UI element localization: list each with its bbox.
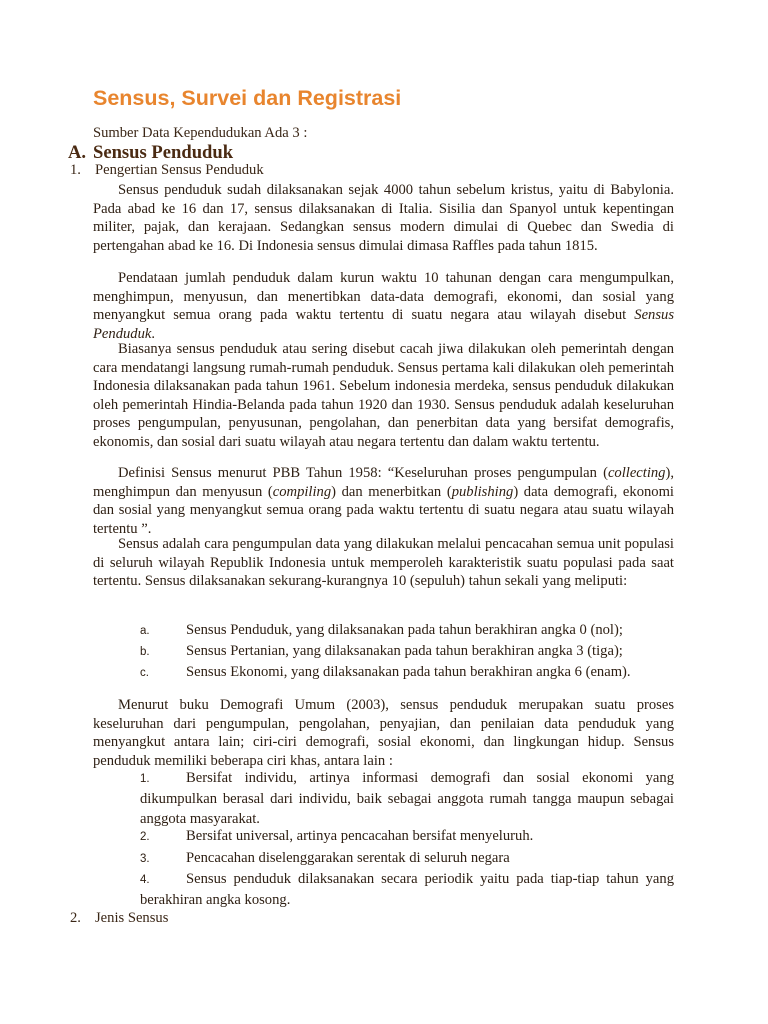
paragraph-definisi-pbb — [93, 464, 674, 538]
list-text: Sensus Ekonomi, yang dilaksanakan pada tahun berakhiran angka 6 (enam). — [186, 664, 631, 680]
list-text: Sensus Pertanian, yang dilaksanakan pada tahun berakhiran angka 3 (tiga); — [186, 643, 623, 659]
list-text: Sensus Penduduk, yang dilaksanakan pada tahun berakhiran angka 0 (nol); — [186, 622, 623, 638]
list-item — [140, 848, 674, 869]
list-item — [140, 641, 674, 662]
paragraph-text: Definisi Sensus menurut PBB Tahun 1958: “Keseluruhan proses pengumpulan ( — [118, 465, 608, 481]
section-heading-a — [68, 142, 233, 164]
paragraph-text: ), menghimpun dan menyusun ( — [93, 465, 674, 500]
paragraph-history: Sensus penduduk sudah dilaksanakan sejak 4000 tahun sebelum kristus, yaitu di Babylonia. Pada abad ke 16 dan 17, sensus dilaksanakan di Italia. Sisilia dan Spanyol untuk kepentingan militer, pajak, dan kerajaan. Sedangkan sensus modern dimulai di Quebec dan Swedia di pertengahan abad ke 16. Di Indonesia sensus dimulai dimasa Raffles pada tahun 1815. — [93, 182, 674, 254]
list-text: Sensus penduduk dilaksanakan secara periodik yaitu pada tiap-tiap tahun yang berakhiran angka kosong. — [140, 871, 674, 908]
numbered-heading-label: Pengertian Sensus Penduduk — [95, 162, 264, 178]
paragraph-sensus-adalah: Sensus adalah cara pengumpulan data yang dilakukan melalui pencacahan semua unit populasi di seluruh wilayah Republik Indonesia untuk memperoleh karakteristik suatu populasi pada saat tertentu. Sensus dilaksanakan sekurang-kurangnya 10 (sepuluh) tahun sekali yang meliputi: — [93, 536, 674, 589]
list-marker: 4. — [140, 874, 150, 886]
list-item — [140, 768, 674, 829]
emphasis-text: compiling — [272, 483, 332, 500]
list-item — [140, 869, 674, 910]
paragraph-text: ) dan menerbitkan ( — [331, 483, 452, 500]
paragraph-text: ) data demografi, ekonomi dan sosial yang menyangkut semua orang pada waktu tertentu di suatu negara atau suatu wilayah tertentu ”. — [93, 483, 674, 537]
numbered-heading-2 — [70, 910, 168, 927]
paragraph-text: Pendataan jumlah penduduk dalam kurun waktu 10 tahunan dengan cara mengumpulkan, menghimpun, menyusun, dan menertibkan data-data demografi, ekonomi, dan sosial yang menyangkut semua orang pada waktu tertentu di suatu negara atau wilayah disebut — [93, 270, 674, 323]
list-marker: 2. — [140, 831, 150, 843]
paragraph-text: . — [151, 325, 156, 342]
numbered-heading-1 — [70, 162, 264, 179]
emphasis-text: publishing — [451, 483, 514, 500]
numbered-heading-label: Jenis Sensus — [95, 910, 169, 926]
list-text: Bersifat universal, artinya pencacahan bersifat menyeluruh. — [186, 828, 534, 844]
list-item — [140, 826, 674, 847]
page-title: Sensus, Survei dan Registrasi — [93, 86, 402, 110]
paragraph-demografi-umum: Menurut buku Demografi Umum (2003), sensus penduduk merupakan suatu proses keseluruhan dari pengumpulan, pengolahan, penyajian, dan penilaian data penduduk yang menyangkut antara lain; ciri-ciri demografi, sosial ekonomi, dan lingkungan hidup. Sensus penduduk memiliki beberapa ciri khas, antara lain : — [93, 697, 674, 769]
section-label: Sensus Penduduk — [93, 142, 234, 163]
source-line: Sumber Data Kependudukan Ada 3 : — [93, 125, 308, 141]
list-marker: 3. — [140, 853, 150, 865]
numbered-heading-marker: 2. — [70, 910, 81, 926]
paragraph-pendataan — [93, 269, 674, 343]
list-marker: c. — [140, 667, 149, 679]
list-marker: 1. — [140, 773, 150, 785]
emphasis-text: Sensus Penduduk — [93, 307, 674, 342]
list-marker: a. — [140, 625, 150, 637]
section-marker: A. — [68, 142, 87, 163]
list-marker: b. — [140, 646, 150, 658]
list-item — [140, 620, 674, 641]
list-text: Bersifat individu, artinya informasi demografi dan sosial ekonomi yang dikumpulkan berasal dari individu, baik sebagai anggota rumah tangga maupun sebagai anggota masyarakat. — [140, 770, 674, 827]
paragraph-cacah-jiwa: Biasanya sensus penduduk atau sering disebut cacah jiwa dilakukan oleh pemerintah dengan cara mendatangi langsung rumah-rumah penduduk. Sensus pertama kali dilakukan oleh pemerintah Indonesia dilaksanakan pada tahun 1961. Sebelum indonesia merdeka, sensus penduduk dilakukan oleh pemerintah Hindia-Belanda pada tahun 1920 dan 1930. Sensus penduduk adalah keseluruhan proses pengumpulan, penyusunan, pengolahan, dan penerbitan data yang bersifat demografis, ekonomis, dan sosial dari suatu wilayah atau negara tertentu dan dalam waktu tertentu. — [93, 341, 674, 450]
list-item — [140, 662, 674, 683]
list-text: Pencacahan diselenggarakan serentak di seluruh negara — [186, 850, 510, 866]
numbered-heading-marker: 1. — [70, 162, 81, 178]
emphasis-text: collecting — [607, 465, 666, 481]
